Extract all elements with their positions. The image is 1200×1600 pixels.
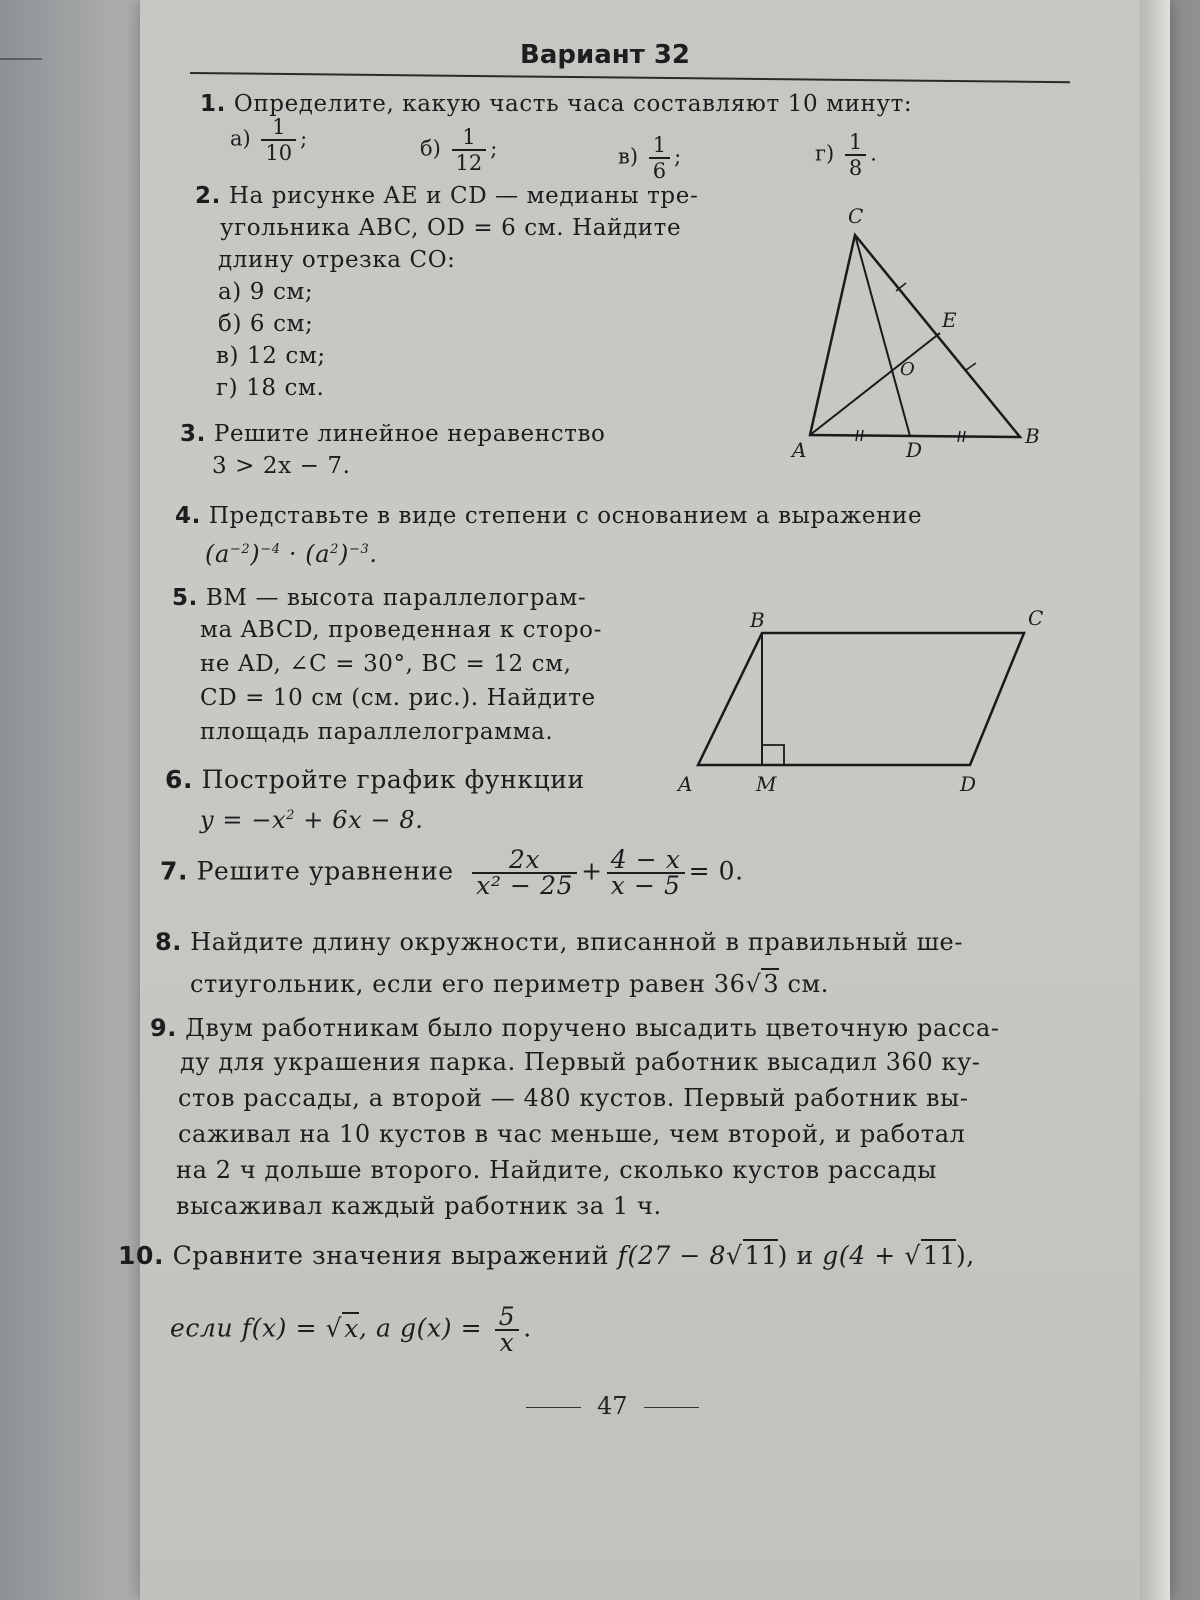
tick-eb — [966, 363, 976, 370]
label-c: C — [1028, 606, 1044, 630]
page-edge — [1140, 0, 1170, 1600]
p2-option-c: в) 12 см; — [216, 343, 326, 369]
problem-9-line1: 9. Двум работникам было поручено высадить цветочную расса- — [150, 1014, 1000, 1042]
right-angle-mark — [762, 745, 784, 765]
triangle-abc — [810, 235, 1020, 437]
label-d: D — [906, 438, 923, 462]
problem-10-line1: 10. Сравните значения выражений f(27 − 8√11) и g(4 + √11), — [118, 1241, 975, 1270]
parallelogram-abcd — [698, 633, 1024, 765]
problem-6-line2: $y = -x^2 + 6x - 8$. — [200, 806, 424, 834]
problem-2-line2: угольника ABC, OD = 6 см. Найдите — [220, 215, 682, 241]
p2-option-b: б) 6 см; — [218, 311, 314, 337]
label-e: E — [942, 308, 957, 332]
problem-1-text: Определите, какую часть часа составляют 10 минут: — [233, 91, 913, 117]
footer-dash-right — [644, 1407, 699, 1408]
problem-5-line2: ма ABCD, проведенная к сторо- — [200, 617, 602, 643]
label-c: C — [848, 204, 864, 228]
problem-3-line2: 3 > 2x − 7. — [212, 453, 351, 479]
label-o: O — [900, 359, 915, 380]
problem-5-line5: площадь параллелограмма. — [200, 719, 554, 745]
problem-3-line1: 3. Решите линейное неравенство — [180, 421, 606, 447]
problem-9-line6: высаживал каждый работник за 1 ч. — [176, 1192, 662, 1220]
tick-db-2 — [963, 431, 965, 442]
problem-4-expression: $(a^{-2})^{-4} \cdot (a^2)^{-3}$. — [205, 540, 378, 568]
p1-option-b: б) $\frac{1}{12}$ ; — [420, 125, 498, 175]
parallelogram-figure — [670, 605, 1070, 805]
footer-dash-left — [526, 1407, 581, 1408]
tick-ad-2 — [861, 430, 863, 441]
problem-9-line2: ду для украшения парка. Первый работник высадил 360 ку- — [180, 1048, 981, 1076]
problem-4-line1: 4. Представьте в виде степени с основанием a выражение — [175, 503, 923, 529]
label-a: A — [678, 772, 693, 796]
tick-ad-1 — [856, 430, 858, 441]
label-b: B — [750, 608, 765, 632]
triangle-figure — [780, 195, 1060, 475]
p1-option-c: в) $\frac{1}{6}$ ; — [618, 133, 682, 183]
problem-9-line4: саживал на 10 кустов в час меньше, чем второй, и работал — [178, 1120, 966, 1148]
p2-option-d: г) 18 см. — [216, 375, 325, 401]
page-title: Вариант 32 — [520, 40, 691, 70]
problem-5-line4: CD = 10 см (см. рис.). Найдите — [200, 685, 596, 711]
median-cd — [855, 235, 910, 436]
label-m: M — [756, 772, 777, 796]
label-b: B — [1025, 424, 1040, 448]
problem-9-line3: стов рассады, а второй — 480 кустов. Первый работник вы- — [178, 1084, 969, 1112]
p1-option-a: а) $\frac{1}{10}$ ; — [230, 115, 308, 165]
p2-option-a: а) 9 см; — [218, 279, 314, 305]
label-d: D — [960, 772, 977, 796]
left-page-rule — [0, 58, 42, 60]
problem-7: 7. Решите уравнение $\frac{2x}{\text{x² − 25}}$ + $\frac{4 - x}{x - 5}$ = 0. — [160, 845, 744, 900]
left-page — [0, 0, 150, 1600]
problem-2-line3: длину отрезка CO: — [218, 247, 456, 273]
label-a: A — [792, 438, 807, 462]
problem-1-number: 1. — [200, 91, 226, 117]
problem-5-line3: не AD, ∠C = 30°, BC = 12 см, — [200, 651, 572, 677]
problem-8-line2: стиугольник, если его периметр равен 36√3 см. — [190, 970, 830, 998]
page-number: 47 — [510, 1392, 715, 1420]
p1-option-d: г) $\frac{1}{8}$ . — [815, 130, 877, 180]
problem-2-line1: 2. На рисунке AE и CD — медианы тре- — [195, 183, 699, 209]
problem-10-line2: если f(x) = √x, а g(x) = $\frac{5}{x}$ . — [170, 1302, 532, 1357]
problem-5-line1: 5. BM — высота параллелограм- — [172, 585, 587, 611]
problem-9-line5: на 2 ч дольше второго. Найдите, сколько кустов рассады — [176, 1156, 937, 1184]
tick-db-1 — [958, 431, 960, 442]
problem-8-line1: 8. Найдите длину окружности, вписанной в правильный ше- — [155, 928, 964, 956]
problem-6-line1: 6. Постройте график функции — [165, 765, 585, 794]
